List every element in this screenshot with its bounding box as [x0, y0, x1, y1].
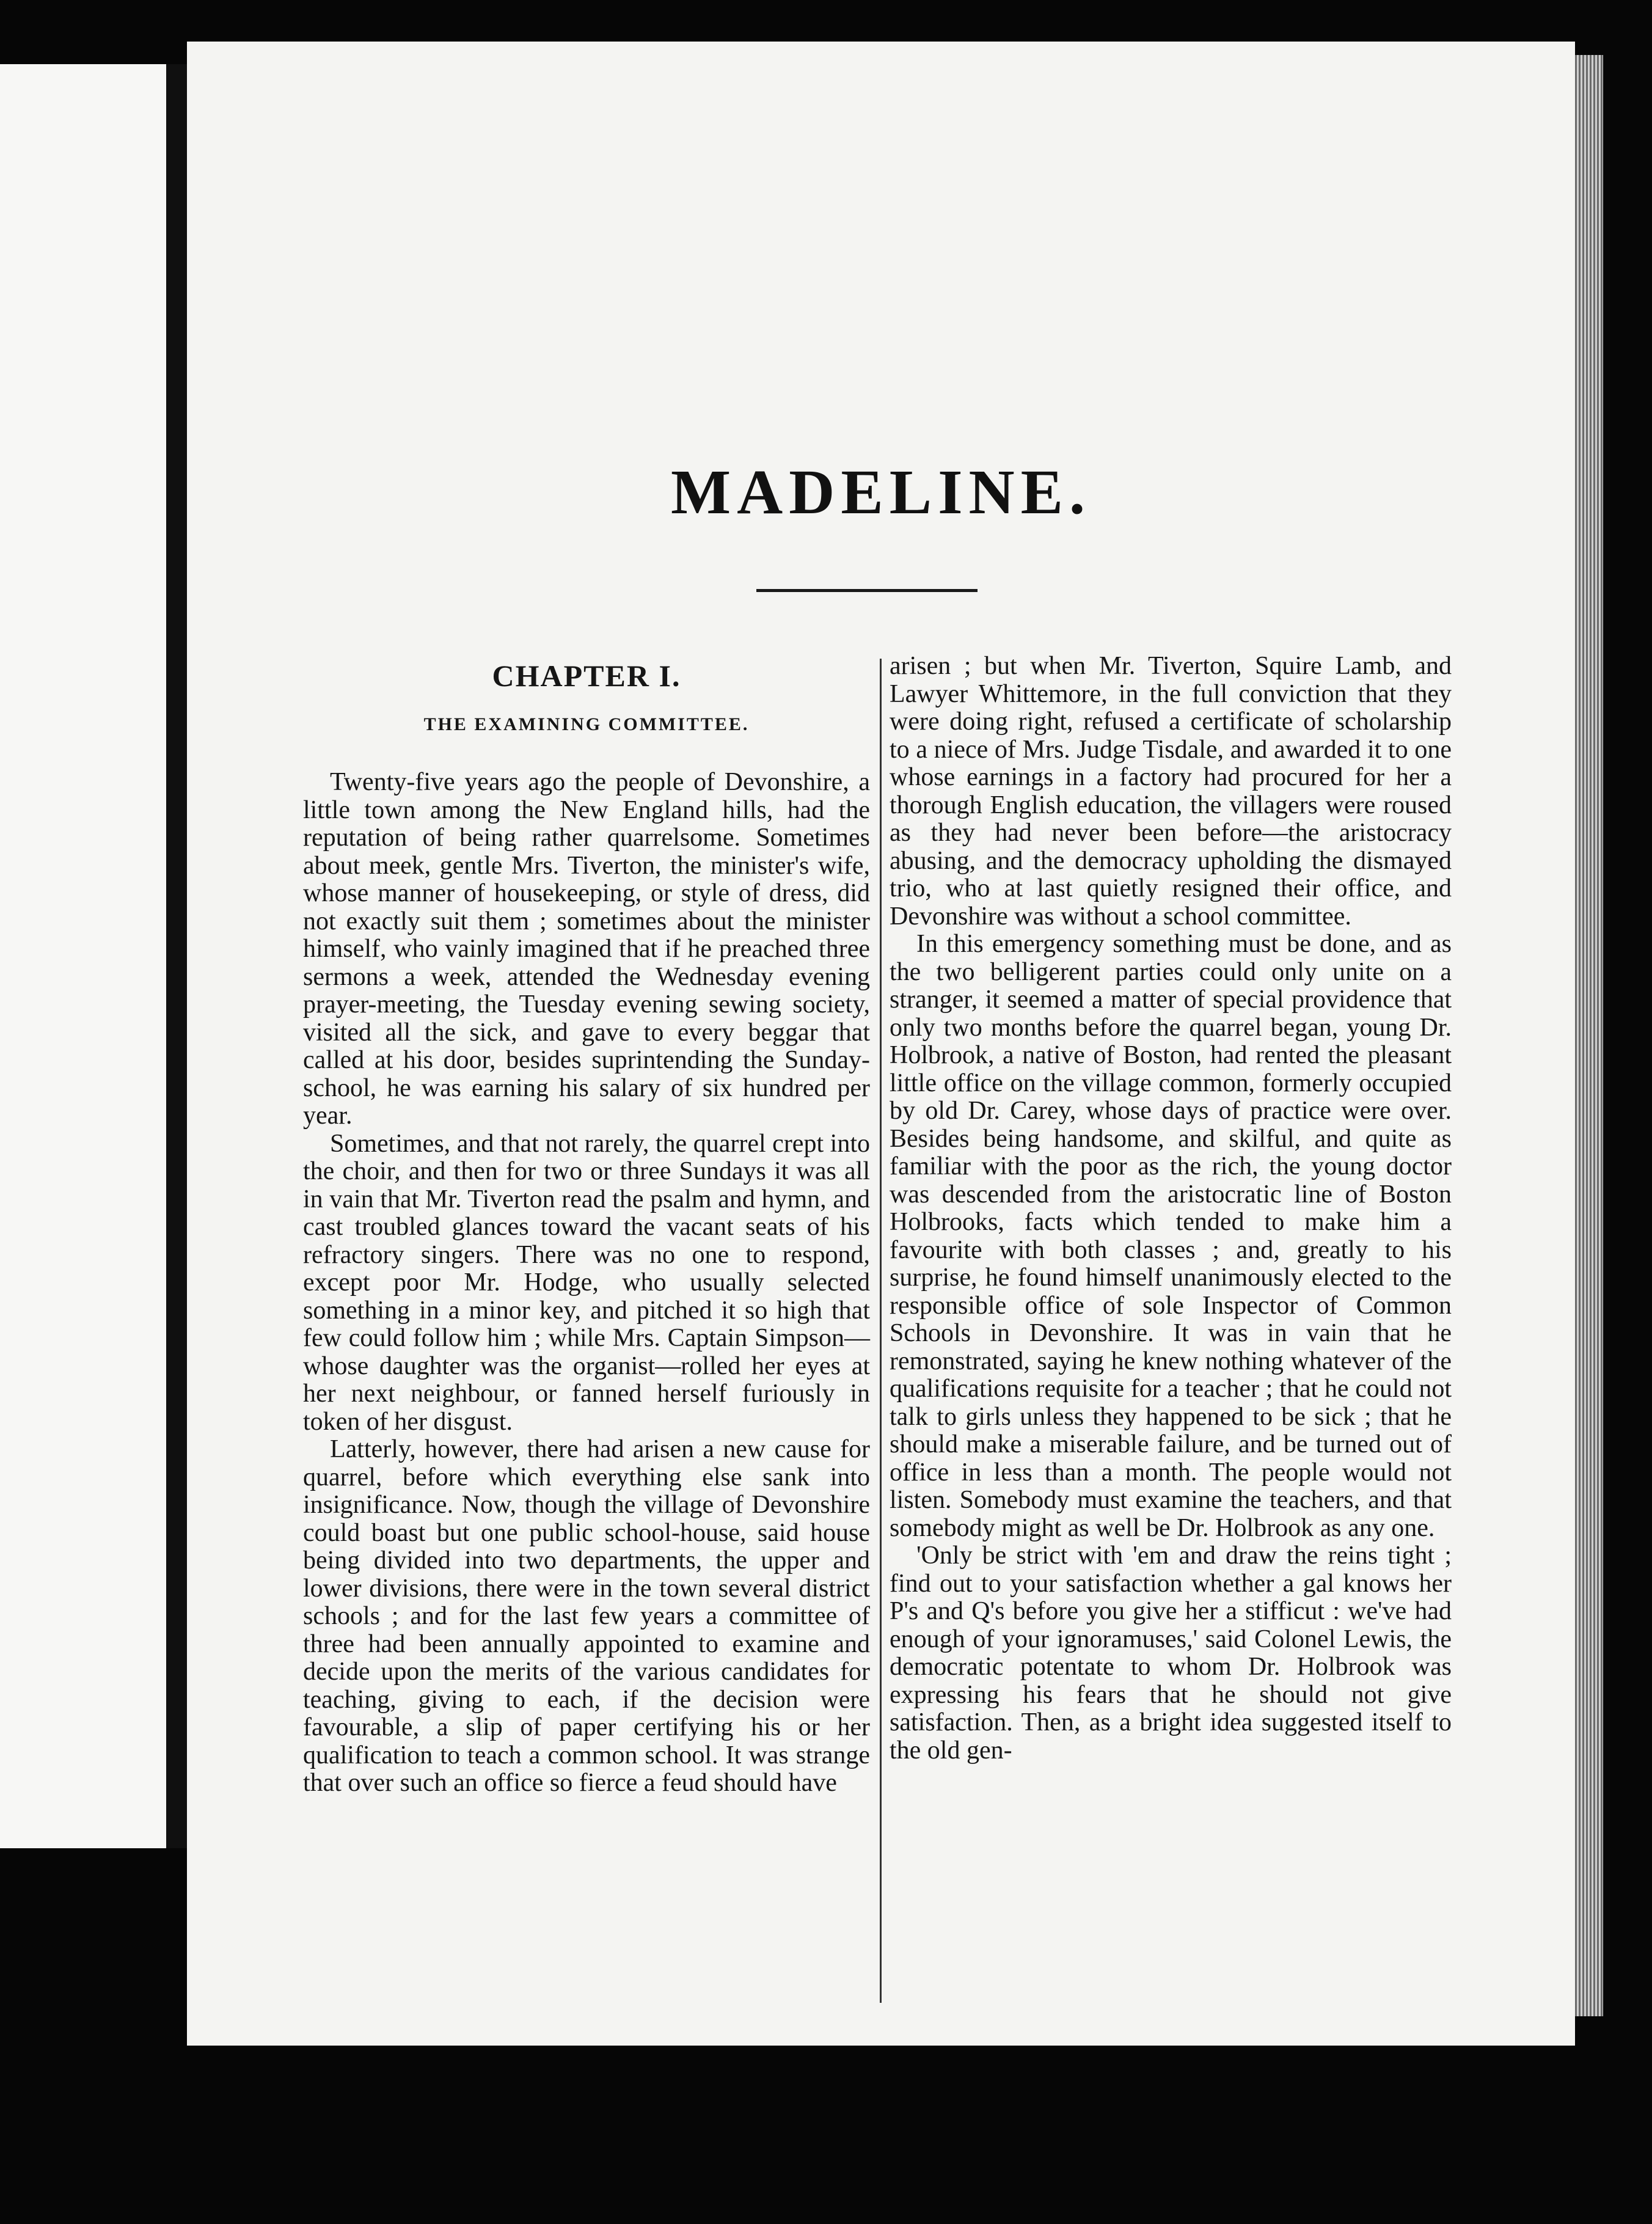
page-edges — [1575, 55, 1603, 2016]
paragraph-continued: arisen ; but when Mr. Tiverton, Squire Lamb, and Lawyer Whittemore, in the full conviction that they were doing right, refused a certificate of scholarship to a niece of Mrs. Judge Tisdale, and awarded it to one whose earnings in a factory had procured for her a thorough English education, the villagers were roused as they had never been before—the aristocracy abusing, and the democracy upholding the dismayed trio, who at last quietly resigned their office, and Devonshire was without a school committee. — [890, 652, 1452, 931]
paragraph: 'Only be strict with 'em and draw the reins tight ; find out to your satisfaction whether a gal knows her P's and Q's before you give her a stifficut : we've had enough of your ignoramuses,' said Colonel Lewis, the democratic potentate to whom Dr. Holbrook was expressing his fears that he should not give satisfaction. Then, as a bright idea suggested itself to the old gen- — [890, 1542, 1452, 1765]
right-column — [890, 653, 1452, 1765]
book-page — [187, 42, 1575, 2046]
left-column — [303, 653, 870, 1798]
book-gutter — [166, 64, 187, 1848]
facing-page — [0, 64, 166, 1848]
paragraph: Sometimes, and that not rarely, the quarrel crept into the choir, and then for two or three Sundays it was all in vain that Mr. Tiverton read the psalm and hymn, and cast troubled glances toward the vacant seats of his refractory singers. There was no one to respond, except poor Mr. Hodge, who usually selected something in a minor key, and pitched it so high that few could follow him ; while Mrs. Captain Simpson—whose daughter was the organist—rolled her eyes at her next neighbour, or fanned herself furiously in token of her disgust. — [303, 1129, 870, 1436]
chapter-subheading: THE EXAMINING COMMITTEE. — [423, 714, 750, 734]
paragraph: In this emergency something must be done, and as the two belligerent parties could only unite on a stranger, it seemed a matter of special providence that only two months before the quarrel began, young Dr. Holbrook, a native of Boston, had rented the pleasant little office on the village common, formerly occupied by old Dr. Carey, whose days of practice were over. Besides being handsome, and skilful, and quite as familiar with the poor as the rich, the young doctor was descended from the aristocratic line of Boston Holbrooks, facts which tended to make him a favourite with both classes ; and, greatly to his surprise, he found himself unanimously elected to the responsible office of sole Inspector of Common Schools in Devonshire. It was in vain that he remonstrated, saying he knew nothing whatever of the qualifications requisite for a teacher ; that he could not talk to girls unless they happened to be sick ; that he should make a miserable failure, and be turned out of office in less than a month. The people would not listen. Somebody must examine the teachers, and that somebody might as well be Dr. Holbrook as any one. — [890, 930, 1452, 1542]
chapter-heading: CHAPTER I. — [492, 659, 681, 693]
book-title: MADELINE. — [670, 457, 1092, 527]
column-divider — [880, 659, 882, 2003]
title-divider — [756, 589, 978, 592]
paragraph: Twenty-five years ago the people of Devonshire, a little town among the New England hills, had the reputation of being rather quarrelsome. Sometimes about meek, gentle Mrs. Tiverton, the minister's wife, whose manner of housekeeping, or style of dress, did not exactly suit them ; sometimes about the minister himself, who vainly imagined that if he preached three sermons a week, attended the Wednesday evening prayer-meeting, the Tuesday evening sewing society, visited all the sick, and gave to every beggar that called at his door, besides suprintending the Sunday-school, he was earning his salary of six hundred per year. — [303, 768, 870, 1130]
paragraph: Latterly, however, there had arisen a new cause for quarrel, before which everything else sank into insignificance. Now, though the village of Devonshire could boast but one public school-house, said house being divided into two departments, the upper and lower divisions, there were in the town several district schools ; and for the last few years a committee of three had been annually appointed to examine and decide upon the merits of the various candidates for teaching, giving to each, if the decision were favourable, a slip of paper certifying his or her qualification to teach a common school. It was strange that over such an office so fierce a feud should have — [303, 1435, 870, 1797]
